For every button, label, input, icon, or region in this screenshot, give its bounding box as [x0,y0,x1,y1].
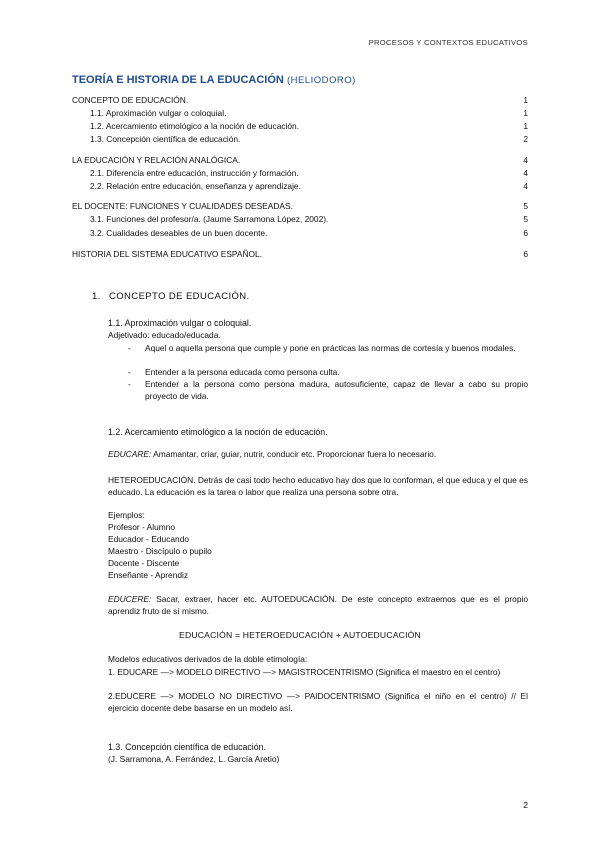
term-educare: EDUCARE: [108,449,152,459]
toc-entry-page: 1 [523,121,528,131]
toc-entry[interactable] [90,121,528,131]
bullet-item [128,378,528,402]
toc-entry[interactable] [90,168,528,178]
example-pair: Enseñante - Aprendiz [108,570,189,580]
formula-line: EDUCACIÓN = HETEROEDUCACIÓN + AUTOEDUCACIÓN [179,630,421,640]
toc-entry-label: HISTORIA DEL SISTEMA EDUCATIVO ESPAÑOL. [72,249,263,259]
example-pair: Educador - Educando [108,534,190,544]
section-title: CONCEPTO DE EDUCACIÓN. [109,291,250,302]
toc-entry[interactable] [90,181,528,191]
paragraph-educare [108,448,528,460]
bullet-item [128,366,528,378]
subsection-heading: 1.3. Concepción científica de educación. [108,742,266,752]
subsection-heading: 1.1. Aproximación vulgar o coloquial. [108,318,252,328]
toc-entry-page: 5 [523,214,528,224]
toc-entry[interactable] [72,95,528,105]
toc-entry-label: 2.1. Diferencia entre educación, instrucción y formación. [90,168,299,178]
running-header: PROCESOS Y CONTEXTOS EDUCATIVOS [368,38,528,47]
section-heading [92,291,250,302]
toc-entry-page: 2 [523,134,528,144]
toc-entry-page: 4 [523,168,528,178]
toc-entry-label: EL DOCENTE: FUNCIONES Y CUALIDADES DESEADAS. [72,201,293,211]
example-pair: Docente - Discente [108,558,180,568]
toc-entry-label: 3.1. Funciones del profesor/a. (Jaume Sarramona López, 2002). [90,214,329,224]
toc-entry-page: 1 [523,95,528,105]
model-item: 2.EDUCERE —> MODELO NO DIRECTIVO —> PAIDOCENTRISMO (Significa el niño en el centro) // El ejercicio docente debe basarse en un modelo así. [108,691,528,714]
bullet-text: Entender a la persona como persona madura, autosuficiente, capaz de llevar a cabo su propio proyecto de vida. [145,379,528,402]
toc-entry-page: 1 [523,108,528,118]
document-title-main: TEORÍA E HISTORIA DE LA EDUCACIÓN [72,74,284,86]
toc-entry[interactable] [72,155,528,165]
example-pair: Maestro - Discípulo o pupilo [108,546,212,556]
toc-entry[interactable] [90,108,528,118]
toc-entry-page: 4 [523,155,528,165]
paragraph-text: Sacar, extraer, hacer etc. AUTOEDUCACIÓN. De este concepto extraemos que es el propio aprendiz fruto de sí mismo. [108,594,528,617]
term-educere: EDUCERE: [108,594,152,604]
paragraph-educere [108,593,528,617]
bullet-dash: - [128,343,131,353]
toc-entry-page: 5 [523,201,528,211]
document-title-subtitle: (HELIODORO) [286,75,356,86]
authors-line: (J. Sarramona, A. Ferrández, L. García Aretio) [108,754,280,764]
bullet-text: Aquel o aquella persona que cumple y pone en prácticas las normas de cortesía y buenos modales. [145,343,516,353]
toc-entry-label: 1.2. Acercamiento etimológico a la noción de educación. [90,121,300,131]
toc-entry[interactable] [72,249,528,259]
toc-entry-page: 6 [523,228,528,238]
toc-entry-page: 4 [523,181,528,191]
bullet-dash: - [128,367,131,377]
section-number: 1. [92,291,101,302]
page-number: 2 [523,800,528,810]
document-title [72,74,356,86]
toc-entry-label: 1.1. Aproximación vulgar o coloquial. [90,108,227,118]
examples-label: Ejemplos: [108,510,145,520]
toc-entry-label: 1.3. Concepción científica de educación. [90,134,241,144]
toc-entry-label: 3.2. Cualidades deseables de un buen docente. [90,228,268,238]
toc-entry-label: LA EDUCACIÓN Y RELACIÓN ANALÓGICA. [72,155,241,165]
model-item: 1. EDUCARE —> MODELO DIRECTIVO —> MAGISTROCENTRISMO (Significa el maestro en el centro) [108,667,501,677]
paragraph-heteroeducacion: HETEROEDUCACIÓN. Detrás de casi todo hecho educativo hay dos que lo conforman, el que educa y el que es educado. La educación es la tarea o labor que realiza una persona sobre otra. [108,475,528,498]
bullet-text: Entender a la persona educada como persona culta. [145,367,340,377]
toc-entry[interactable] [90,228,528,238]
paragraph-text: Amamantar, criar, guiar, nutrir, conducir etc. Proporcionar fuera lo necesario. [151,449,437,459]
example-pair: Profesor - Alumno [108,522,176,532]
bullet-dash: - [128,379,131,389]
toc-entry-label: CONCEPTO DE EDUCACIÓN. [72,95,189,105]
subsection-heading: 1.2. Acercamiento etimológico a la noción de educación. [108,427,328,437]
toc-entry-page: 6 [523,249,528,259]
paragraph-text: Modelos educativos derivados de la doble etimología: [108,654,308,664]
toc-entry[interactable] [72,201,528,211]
toc-entry[interactable] [90,134,528,144]
toc-entry-label: 2.2. Relación entre educación, enseñanza y aprendizaje. [90,181,301,191]
bullet-item [128,342,528,354]
paragraph-text: Adjetivado: educado/educada. [108,330,221,340]
toc-entry[interactable] [90,214,528,224]
